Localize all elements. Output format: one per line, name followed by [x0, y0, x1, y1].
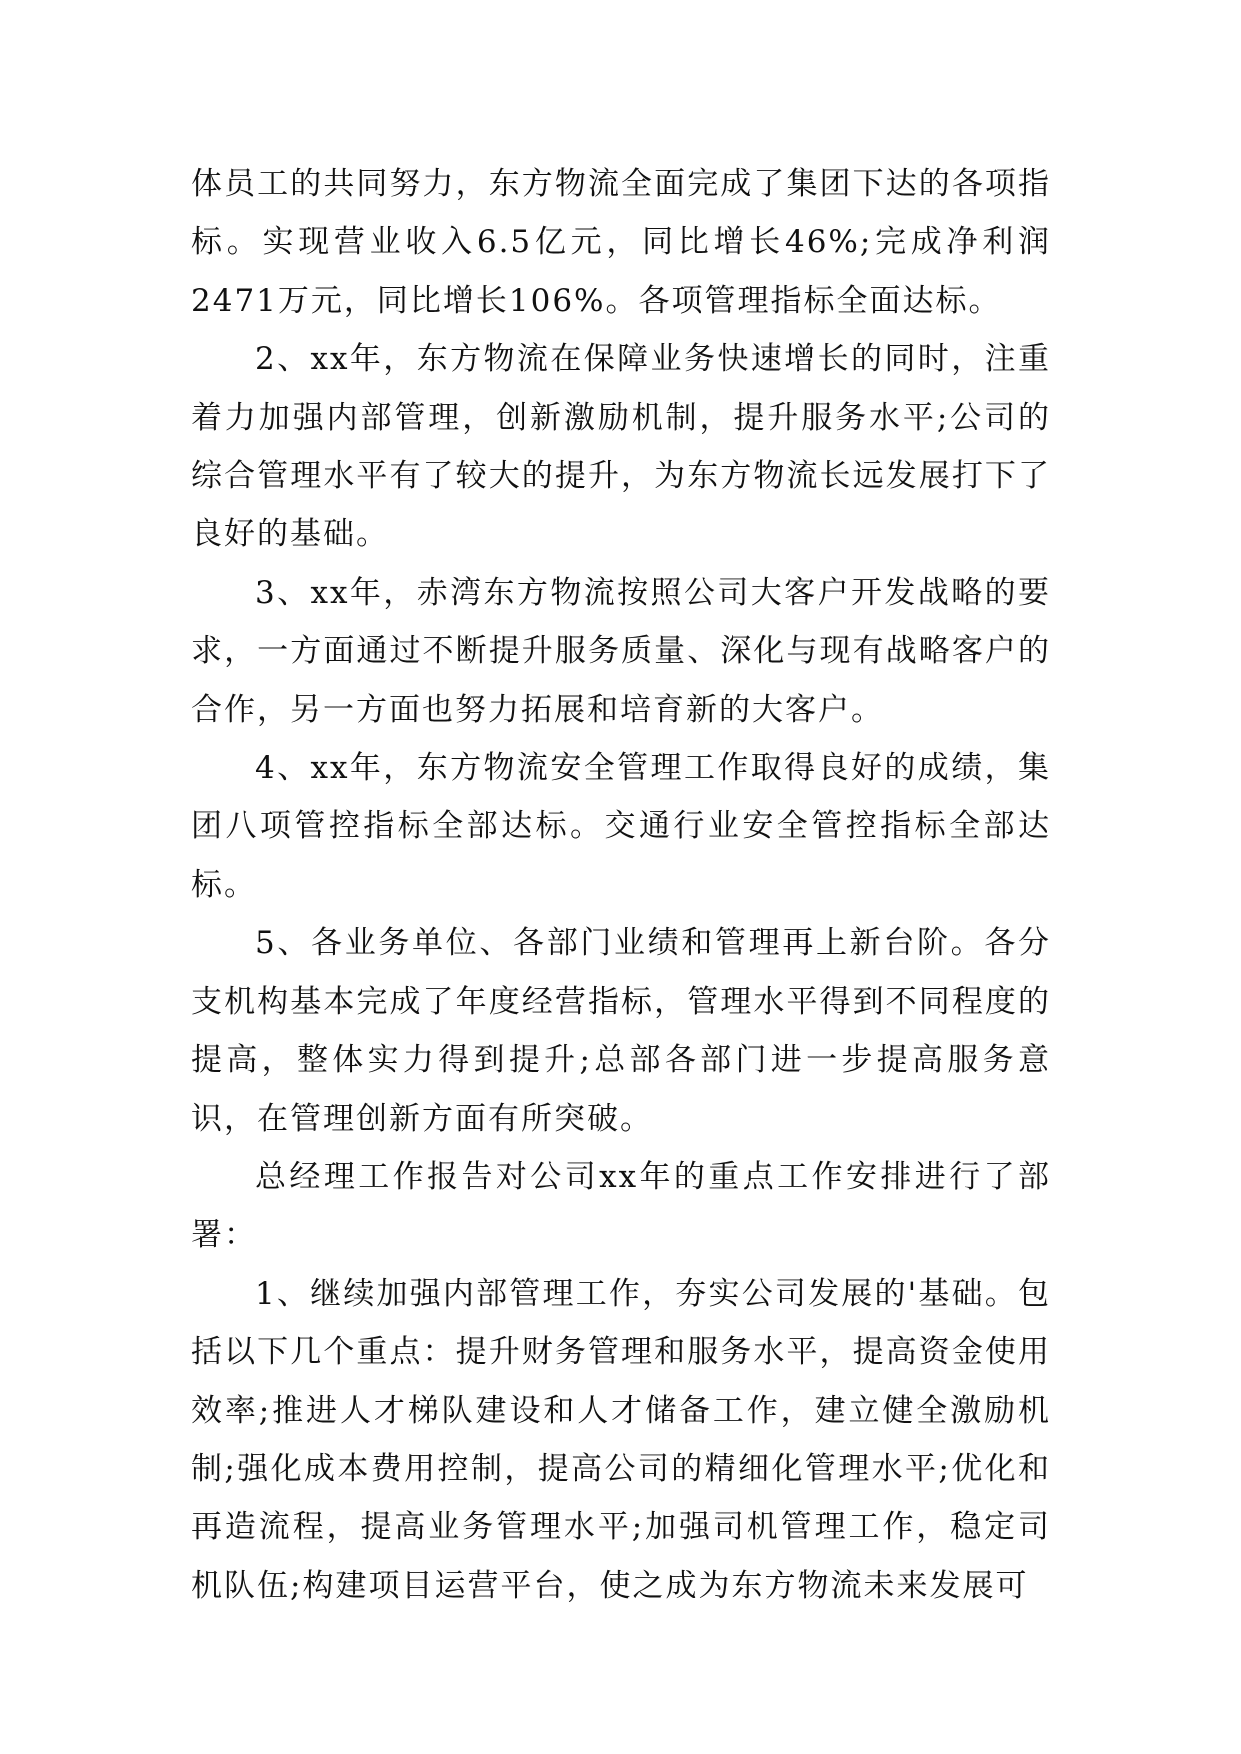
- document-page: [191, 155, 1051, 1615]
- paragraph-item-5: 5、各业务单位、各部门业绩和管理再上新台阶。各分支机构基本完成了年度经营指标，管理水平得到不同程度的提高，整体实力得到提升;总部各部门进一步提高服务意识，在管理创新方面有所突破。: [191, 925, 1051, 1137]
- paragraph-intro-results: 体员工的共同努力，东方物流全面完成了集团下达的各项指标。实现营业收入6.5亿元，同比增长46%;完成净利润2471万元，同比增长106%。各项管理指标全面达标。: [191, 166, 1051, 319]
- paragraph-item-3: 3、xx年，赤湾东方物流按照公司大客户开发战略的要求，一方面通过不断提升服务质量、深化与现有战略客户的合作，另一方面也努力拓展和培育新的大客户。: [191, 574, 1051, 728]
- paragraph-work-plan-heading: 总经理工作报告对公司xx年的重点工作安排进行了部署：: [191, 1158, 1051, 1254]
- paragraph-plan-item-1: 1、继续加强内部管理工作，夯实公司发展的'基础。包括以下几个重点：提升财务管理和服务水平，提高资金使用效率;推进人才梯队建设和人才储备工作，建立健全激励机制;强化成本费用控制，提高公司的精细化管理水平;优化和再造流程，提高业务管理水平;加强司机管理工作，稳定司机队伍;构建项目运营平台，使之成为东方物流未来发展可: [191, 1275, 1051, 1604]
- paragraph-item-4: 4、xx年，东方物流安全管理工作取得良好的成绩，集团八项管控指标全部达标。交通行业安全管控指标全部达标。: [191, 750, 1051, 903]
- paragraph-item-2: 2、xx年，东方物流在保障业务快速增长的同时，注重着力加强内部管理，创新激励机制，提升服务水平;公司的综合管理水平有了较大的提升，为东方物流长远发展打下了良好的基础。: [191, 341, 1051, 553]
